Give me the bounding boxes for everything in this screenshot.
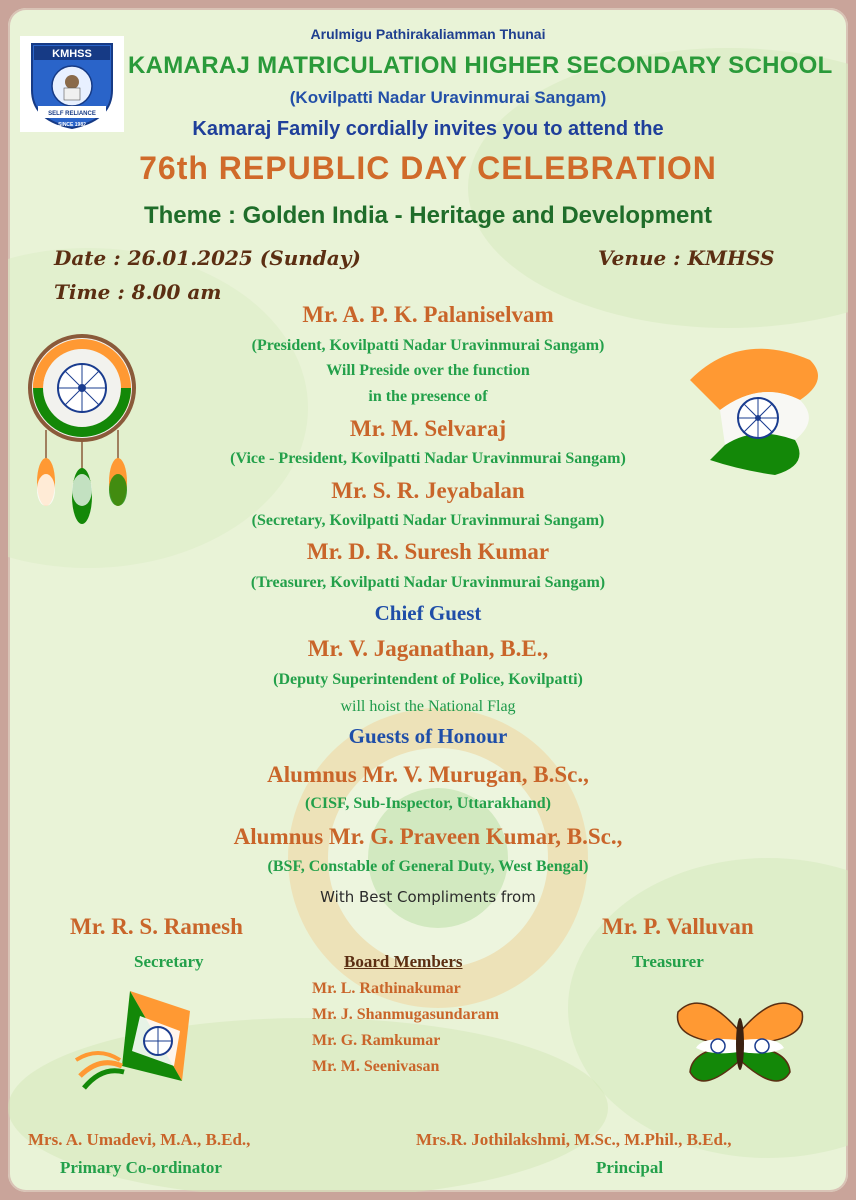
logo-motto: SELF RELIANCE (48, 111, 96, 117)
board-member: Mr. L. Rathinakumar (312, 980, 461, 997)
secretary-sign-role: Secretary (134, 952, 204, 971)
compliments-line: With Best Compliments from (320, 888, 536, 906)
treasurer-name: Mr. D. R. Suresh Kumar (306, 539, 550, 564)
event-title: 76th REPUBLIC DAY CELEBRATION (139, 150, 717, 186)
event-time: Time : 8.00 am (54, 280, 222, 304)
invitation-card (8, 8, 848, 1192)
board-members-heading: Board Members (344, 952, 463, 971)
board-member: Mr. G. Ramkumar (312, 1032, 441, 1049)
chief-guest-duty: will hoist the National Flag (340, 698, 516, 715)
chief-guest-heading: Chief Guest (374, 601, 482, 625)
school-name: KAMARAJ MATRICULATION HIGHER SECONDARY SCHOOL (128, 52, 833, 79)
guest1-name: Alumnus Mr. V. Murugan, B.Sc., (267, 762, 589, 787)
treasurer-role: (Treasurer, Kovilpatti Nadar Uravinmurai Sangam) (250, 574, 606, 591)
board-member: Mr. M. Seenivasan (312, 1058, 440, 1075)
coordinator-role: Primary Co-ordinator (60, 1158, 222, 1177)
presence-line: in the presence of (368, 388, 488, 405)
chief-guest-role: (Deputy Superintendent of Police, Kovilpatti) (273, 671, 583, 688)
guest1-role: (CISF, Sub-Inspector, Uttarakhand) (305, 795, 551, 812)
logo-year: SINCE 1982 (58, 122, 86, 128)
preside-line: Will Preside over the function (326, 362, 530, 379)
board-member: Mr. J. Shanmugasundaram (312, 1006, 500, 1023)
event-venue: Venue : KMHSS (598, 246, 775, 270)
guests-of-honour-heading: Guests of Honour (348, 724, 508, 748)
sangam-name: (Kovilpatti Nadar Uravinmurai Sangam) (289, 88, 607, 107)
secretary-name: Mr. S. R. Jeyabalan (331, 478, 525, 503)
butterfly-icon (672, 992, 808, 1096)
president-name: Mr. A. P. K. Palaniselvam (302, 302, 554, 327)
secretary-sign-name: Mr. R. S. Ramesh (70, 914, 243, 939)
secretary-role: (Secretary, Kovilpatti Nadar Uravinmurai Sangam) (251, 512, 605, 529)
invitation-line: Kamaraj Family cordially invites you to attend the (192, 118, 664, 140)
guest2-role: (BSF, Constable of General Duty, West Bengal) (267, 858, 589, 875)
coordinator-name: Mrs. A. Umadevi, M.A., B.Ed., (28, 1130, 251, 1149)
treasurer-sign-name: Mr. P. Valluvan (602, 914, 754, 939)
vice-president-role: (Vice - President, Kovilpatti Nadar Uravinmurai Sangam) (230, 450, 626, 467)
treasurer-sign-role: Treasurer (632, 952, 704, 971)
principal-role: Principal (596, 1158, 664, 1177)
chief-guest-name: Mr. V. Jaganathan, B.E., (307, 636, 549, 661)
logo-text: KMHSS (52, 48, 92, 60)
vice-president-name: Mr. M. Selvaraj (349, 416, 507, 441)
event-date: Date : 26.01.2025 (Sunday) (54, 246, 361, 270)
principal-name: Mrs.R. Jothilakshmi, M.Sc., M.Phil., B.Ed., (416, 1130, 732, 1149)
theme-line: Theme : Golden India - Heritage and Development (143, 202, 713, 229)
president-role: (President, Kovilpatti Nadar Uravinmurai Sangam) (251, 337, 605, 354)
guest2-name: Alumnus Mr. G. Praveen Kumar, B.Sc., (233, 824, 623, 849)
blessing-line: Arulmigu Pathirakaliamman Thunai (310, 26, 546, 42)
kite-icon (70, 986, 200, 1096)
